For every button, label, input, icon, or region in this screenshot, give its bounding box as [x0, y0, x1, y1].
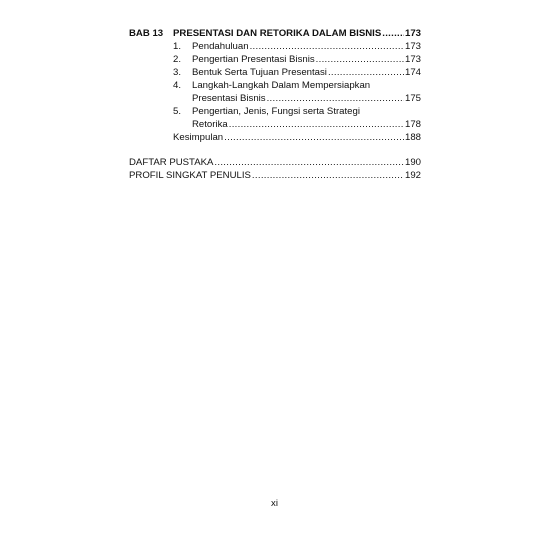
entry-page: 174 — [404, 67, 421, 78]
author-profile-entry — [129, 170, 421, 182]
item-number: 3. — [173, 67, 182, 78]
chapter-title: PRESENTASI DAN RETORIKA DALAM BISNIS — [173, 28, 382, 39]
entry-text: Retorika — [192, 119, 228, 130]
chapter-page: 173 — [404, 28, 421, 39]
entry-page: 173 — [404, 54, 421, 65]
leader-dots — [250, 41, 404, 53]
entry-text: Bentuk Serta Tujuan Presentasi — [192, 67, 327, 78]
leader-dots — [224, 132, 404, 144]
entry-text-line1: Pengertian, Jenis, Fungsi serta Strategi — [192, 106, 360, 117]
leader-dots — [328, 67, 404, 79]
entry-page: 192 — [404, 170, 421, 181]
item-number: 5. — [173, 106, 182, 117]
leader-dots — [252, 170, 404, 182]
item-number: 1. — [173, 41, 182, 52]
toc-entry — [192, 93, 421, 105]
toc-entry — [192, 119, 421, 131]
entry-text: Presentasi Bisnis — [192, 93, 266, 104]
toc-entry — [192, 67, 421, 79]
leader-dots — [267, 93, 404, 105]
leader-dots — [229, 119, 404, 131]
entry-text: PROFIL SINGKAT PENULIS — [129, 170, 251, 181]
entry-page: 175 — [404, 93, 421, 104]
entry-text: DAFTAR PUSTAKA — [129, 157, 214, 168]
conclusion-entry — [173, 132, 421, 144]
toc-entry — [192, 54, 421, 66]
leader-dots — [214, 157, 404, 169]
entry-page: 173 — [404, 41, 421, 52]
entry-page: 190 — [404, 157, 421, 168]
page-number: xi — [271, 498, 278, 509]
entry-text: Pengertian Presentasi Bisnis — [192, 54, 315, 65]
item-number: 2. — [173, 54, 182, 65]
entry-text-line1: Langkah-Langkah Dalam Mempersiapkan — [192, 80, 371, 91]
entry-text: Kesimpulan — [173, 132, 224, 143]
leader-dots — [316, 54, 404, 66]
entry-page: 178 — [404, 119, 421, 130]
entry-page: 188 — [404, 132, 421, 143]
item-number: 4. — [173, 80, 182, 91]
chapter-label: BAB 13 — [129, 28, 164, 39]
bibliography-entry — [129, 157, 421, 169]
chapter-title-entry — [173, 28, 421, 40]
toc-entry — [192, 41, 421, 53]
leader-dots — [382, 28, 404, 40]
entry-text: Pendahuluan — [192, 41, 249, 52]
